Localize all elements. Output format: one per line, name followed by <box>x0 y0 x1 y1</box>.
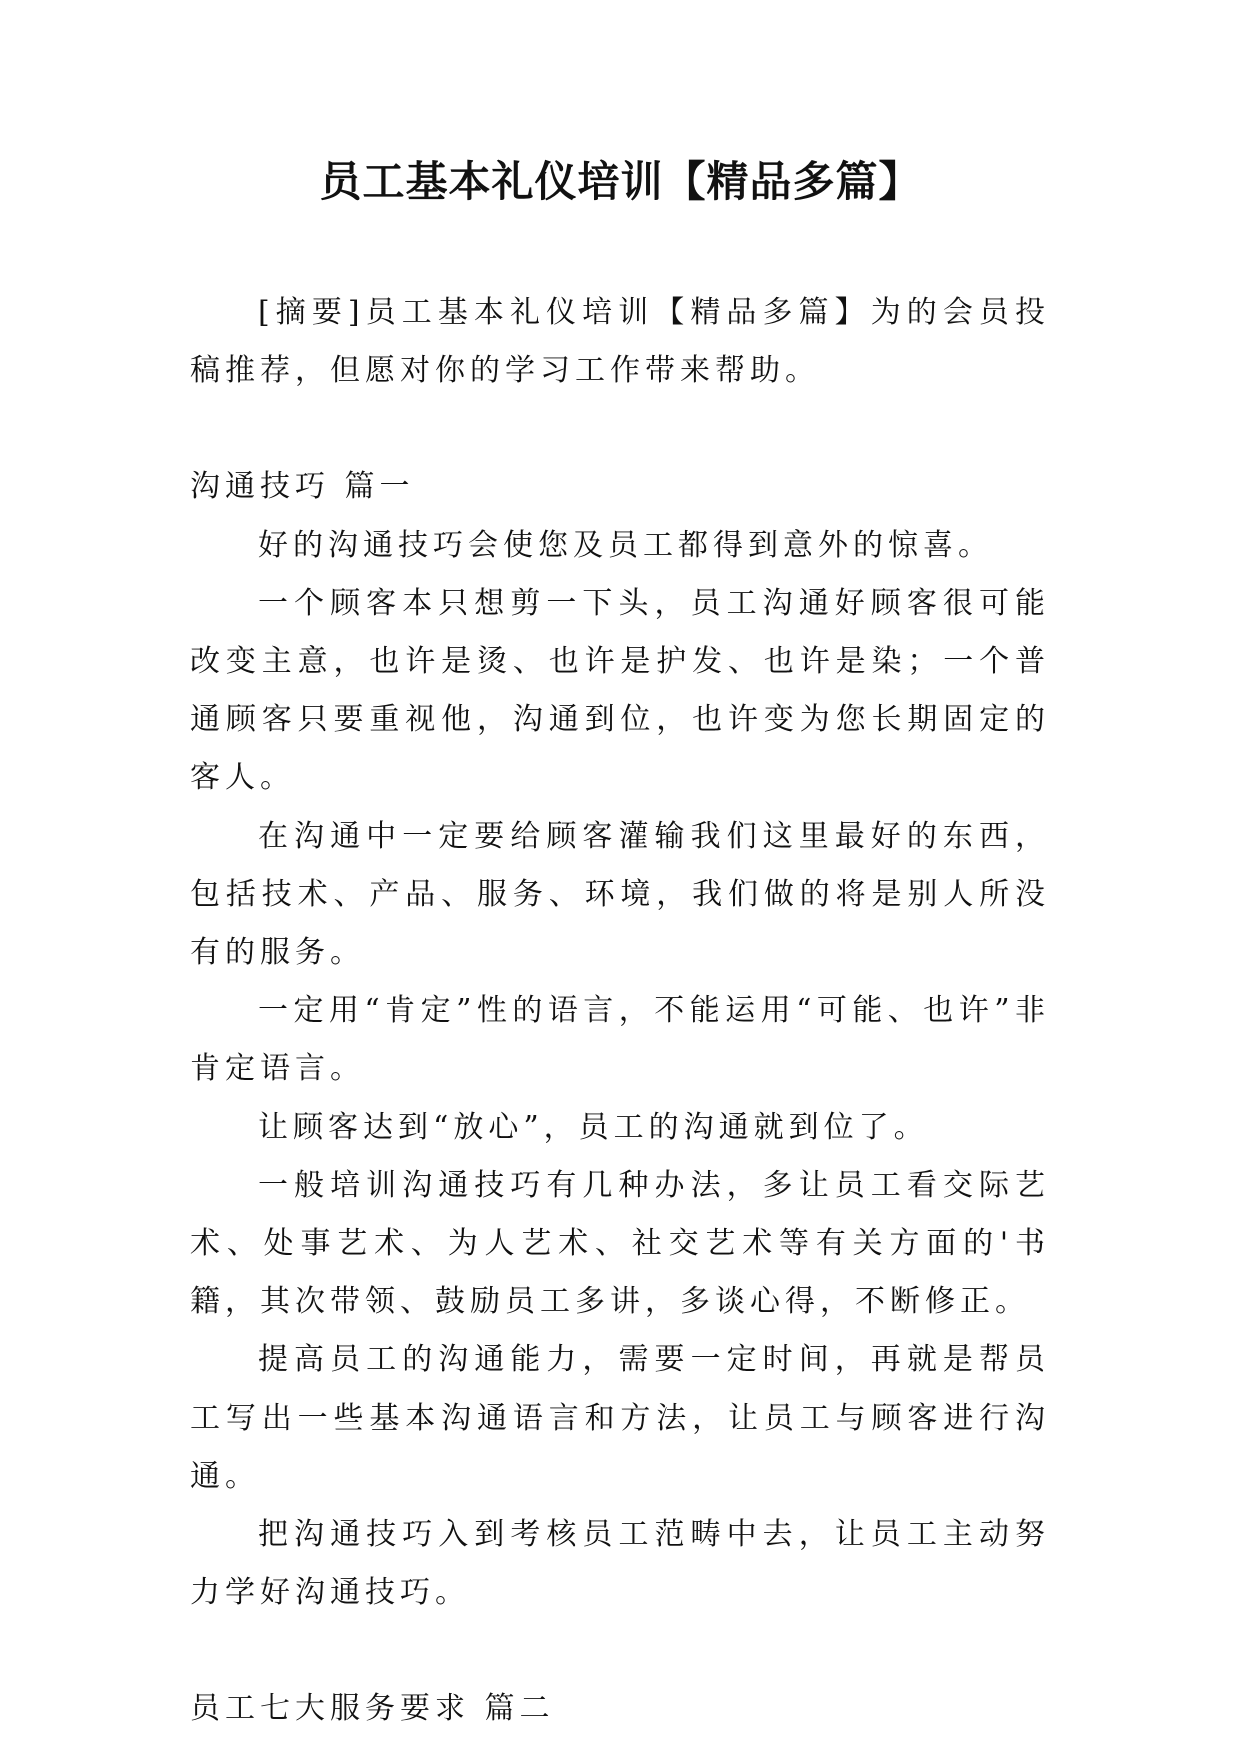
paragraph: 提高员工的沟通能力，需要一定时间，再就是帮员工写出一些基本沟通语言和方法，让员工与顾客进行沟通。 <box>190 1342 1050 1494</box>
document-title: 员工基本礼仪培训【精品多篇】 <box>319 157 922 206</box>
paragraph: 好的沟通技巧会使您及员工都得到意外的惊喜。 <box>258 527 993 563</box>
abstract-paragraph: [摘要]员工基本礼仪培训【精品多篇】为的会员投稿推荐，但愿对你的学习工作带来帮助。 <box>190 295 1050 389</box>
paragraph: 让顾客达到“放心”，员工的沟通就到位了。 <box>258 1109 929 1145</box>
paragraph: 一定用“肯定”性的语言，不能运用“可能、也许”非肯定语言。 <box>190 993 1050 1087</box>
paragraph: 一个顾客本只想剪一下头，员工沟通好顾客很可能改变主意，也许是烫、也许是护发、也许是染；一个普通顾客只要重视他，沟通到位，也许变为您长期固定的客人。 <box>190 585 1050 796</box>
paragraph: 把沟通技巧入到考核员工范畴中去，让员工主动努力学好沟通技巧。 <box>190 1517 1050 1611</box>
paragraph: 一般培训沟通技巧有几种办法，多让员工看交际艺术、处事艺术、为人艺术、社交艺术等有关方面的'书籍，其次带领、鼓励员工多讲，多谈心得，不断修正。 <box>190 1167 1050 1320</box>
paragraph: 在沟通中一定要给顾客灌输我们这里最好的东西，包括技术、产品、服务、环境，我们做的将是别人所没有的服务。 <box>190 818 1050 971</box>
section-heading-1: 沟通技巧 篇一 <box>190 469 415 505</box>
document-body <box>190 284 1050 1739</box>
section-heading-2: 员工七大服务要求 篇二 <box>190 1691 555 1727</box>
